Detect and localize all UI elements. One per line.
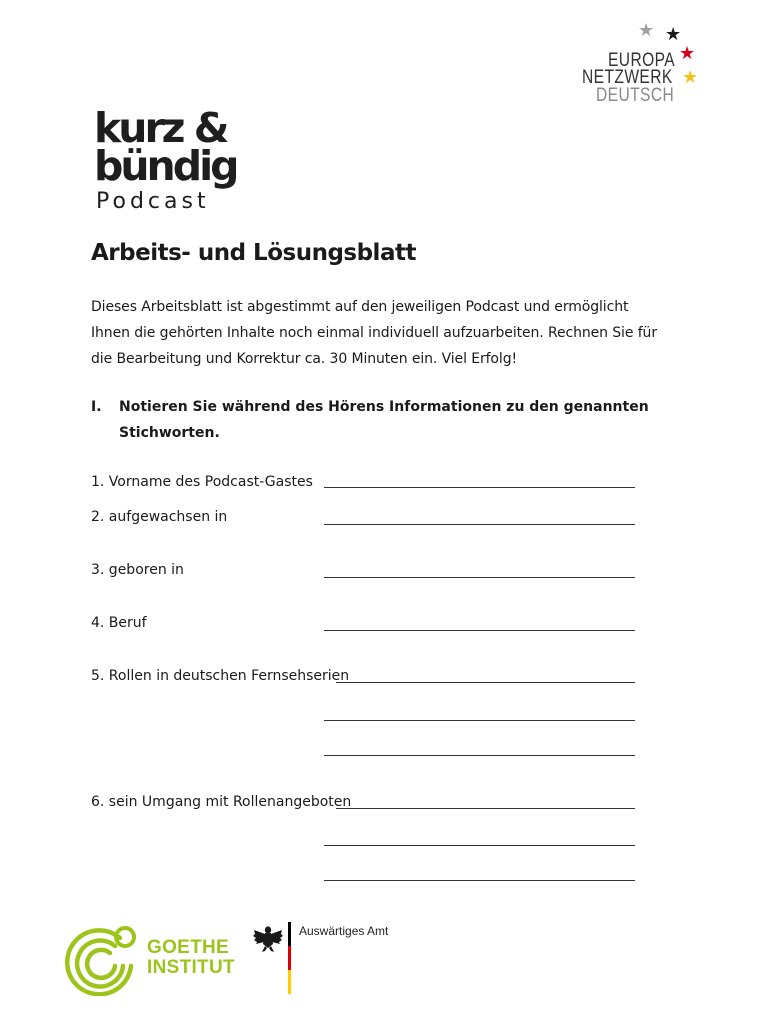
goethe-text: GOETHE [147, 937, 230, 958]
question-label-3: 3. geboren in [91, 562, 184, 578]
flag-stripe-gold [288, 970, 291, 994]
logo-line-buendig: bündig [94, 142, 237, 190]
answer-line-1[interactable] [324, 487, 635, 488]
flag-stripe-red [288, 946, 291, 970]
europa-netzwerk-deutsch-logo [578, 20, 708, 110]
goethe-spiral-icon [64, 924, 142, 996]
answer-line-5c[interactable] [324, 755, 635, 756]
task-text: Notieren Sie während des Hörens Informationen zu den genannten Stichworten. [119, 399, 649, 441]
deutsch-text: DEUTSCH [596, 85, 675, 106]
star-icon: ★ [638, 20, 655, 41]
answer-line-5a[interactable] [336, 682, 635, 683]
question-label-1: 1. Vorname des Podcast-Gastes [91, 474, 313, 490]
question-label-6: 6. sein Umgang mit Rollenangeboten [91, 794, 352, 810]
answer-line-3[interactable] [324, 577, 635, 578]
intro-paragraph: Dieses Arbeitsblatt ist abgestimmt auf den jeweiligen Podcast und ermöglicht Ihnen die gehörten Inhalte noch einmal individuell aufzuarbeiten. Rechnen Sie für die Bearbeitung und Korrektur ca. 30 Minuten ein. Viel Erfolg! [91, 299, 657, 367]
logo-line-kurz: kurz & [94, 104, 227, 152]
auswaertiges-amt-text: Auswärtiges Amt [299, 924, 389, 938]
europa-text: EUROPA [608, 50, 676, 71]
answer-line-6c[interactable] [324, 880, 635, 881]
goethe-institut-logo [64, 924, 234, 996]
question-label-2: 2. aufgewachsen in [91, 509, 228, 525]
answer-line-5b[interactable] [324, 720, 635, 721]
flag-stripe-black [288, 922, 291, 946]
answer-line-4[interactable] [324, 630, 635, 631]
star-icon: ★ [679, 43, 696, 64]
netzwerk-text: NETZWERK [582, 67, 673, 88]
answer-line-6a[interactable] [336, 808, 635, 809]
task-number: I. [91, 399, 102, 415]
institut-text: INSTITUT [147, 957, 235, 978]
question-label-4: 4. Beruf [91, 615, 147, 631]
auswaertiges-amt-logo [252, 922, 402, 1000]
question-label-5: 5. Rollen in deutschen Fernsehserien [91, 668, 350, 684]
federal-eagle-icon [252, 924, 284, 954]
answer-line-2[interactable] [324, 524, 635, 525]
answer-line-6b[interactable] [324, 845, 635, 846]
star-icon: ★ [665, 24, 682, 45]
page-title: Arbeits- und Lösungsblatt [91, 240, 416, 266]
logo-line-podcast: Podcast [96, 189, 210, 214]
star-icon: ★ [682, 67, 699, 88]
kurz-buendig-podcast-logo [94, 104, 244, 216]
